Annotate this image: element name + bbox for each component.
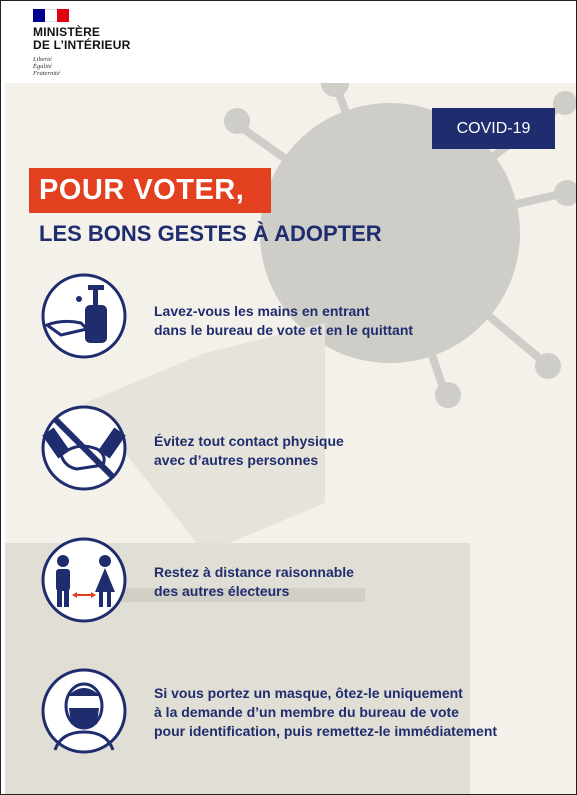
ministry-name (33, 26, 130, 52)
ministry-header (1, 1, 577, 83)
page-title: POUR VOTER, (39, 174, 245, 206)
gesture-text-line: Si vous portez un masque, ôtez-le uniquement (154, 685, 463, 701)
gesture-text-line: Évitez tout contact physique (154, 433, 344, 449)
gesture-hand-washing-text (154, 302, 413, 340)
gesture-text-line: pour identification, puis remettez-le immédiatement (154, 723, 498, 739)
gesture-text-line: des autres électeurs (154, 583, 290, 599)
ministry-name-line2: DE L’INTÉRIEUR (33, 38, 131, 52)
face-mask-icon (41, 668, 127, 754)
motto-fraternite: Fraternité (33, 70, 60, 77)
motto-liberte: Liberté (33, 56, 52, 63)
gesture-no-contact-text (154, 432, 344, 470)
marianne-flag-logo (33, 9, 69, 22)
ministry-name-line1: MINISTÈRE (33, 25, 101, 39)
hand-sanitizer-icon (41, 273, 127, 359)
gesture-mask-text (154, 684, 497, 741)
gesture-text-line: à la demande d’un membre du bureau de vote (154, 704, 459, 720)
covid-badge: COVID-19 (432, 108, 555, 149)
page-subtitle: LES BONS GESTES À ADOPTER (39, 221, 382, 246)
social-distance-icon (41, 537, 127, 623)
gesture-text-line: Restez à distance raisonnable (154, 564, 354, 580)
gesture-text-line: avec d’autres personnes (154, 452, 319, 468)
motto-egalite: Égalité (33, 63, 52, 70)
republic-motto (33, 56, 60, 77)
gesture-distance-text (154, 563, 354, 601)
no-handshake-icon (41, 405, 127, 491)
gesture-text-line: Lavez-vous les mains en entrant (154, 303, 370, 319)
gesture-text-line: dans le bureau de vote et en le quittant (154, 322, 414, 338)
